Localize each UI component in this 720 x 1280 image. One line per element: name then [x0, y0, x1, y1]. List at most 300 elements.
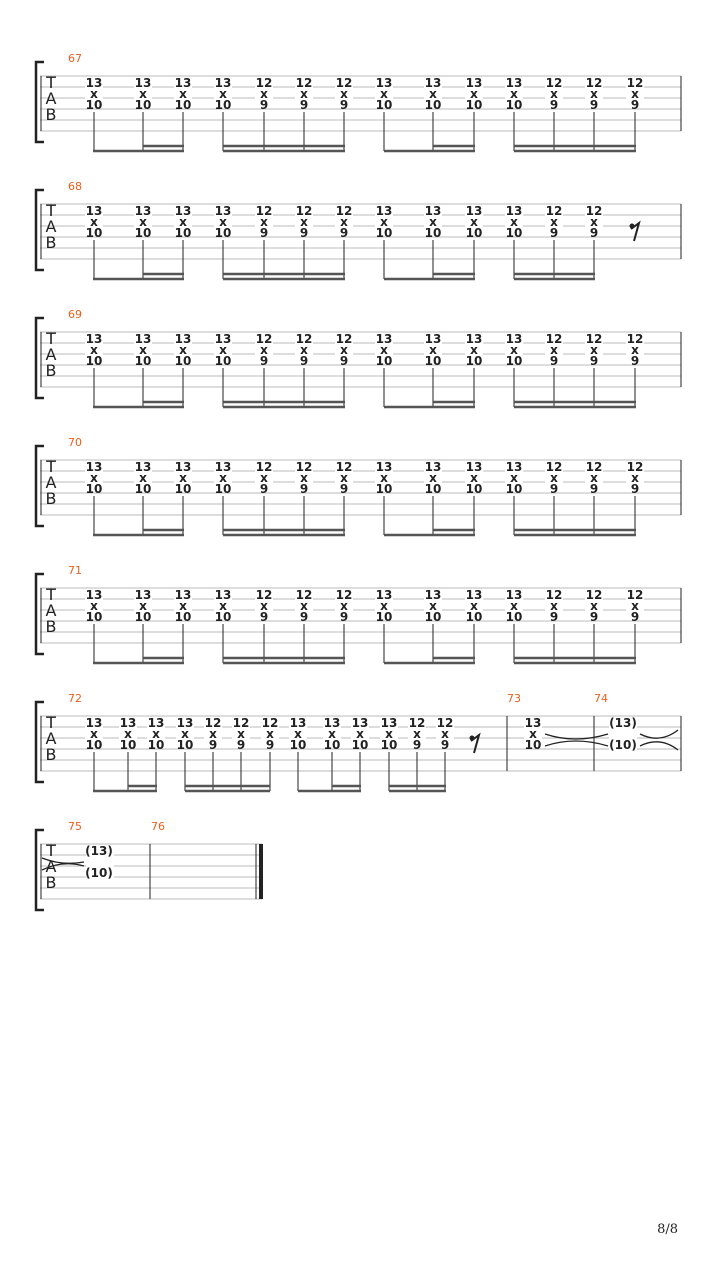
fret-number: 9: [236, 738, 246, 752]
fret-number: 10: [424, 226, 442, 240]
measure-number: 71: [68, 564, 82, 577]
dead-note-x: x: [470, 471, 478, 485]
system-bracket: [36, 446, 44, 526]
tab-clef-t: T: [46, 329, 56, 348]
fret-number: 13: [505, 588, 523, 602]
tab-clef-b: B: [45, 489, 57, 508]
dead-note-x: x: [90, 599, 98, 613]
tab-clef-a: A: [45, 473, 57, 492]
fret-number: 10: [505, 482, 523, 496]
dead-note-x: x: [219, 87, 227, 101]
fret-number: 10: [85, 98, 103, 112]
fret-number: 10: [174, 354, 192, 368]
dead-note-x: x: [340, 599, 348, 613]
fret-number: 13: [214, 76, 232, 90]
tab-chord: [174, 588, 192, 663]
fret-number: 9: [589, 226, 599, 240]
dead-note-x: x: [550, 215, 558, 229]
fret-number: 13: [351, 716, 369, 730]
fret-number: 9: [299, 354, 309, 368]
fret-number: 9: [549, 482, 559, 496]
fret-number: 12: [335, 204, 353, 218]
fret-number: 12: [545, 460, 563, 474]
tied-fret-number: (10): [85, 866, 113, 880]
fret-number: 10: [524, 738, 542, 752]
tab-chord: [375, 460, 393, 535]
fret-number: 9: [589, 610, 599, 624]
dead-note-x: x: [429, 599, 437, 613]
fret-number: 13: [424, 588, 442, 602]
dead-note-x: x: [631, 343, 639, 357]
fret-number: 12: [626, 588, 644, 602]
fret-number: 12: [295, 204, 313, 218]
fret-number: 10: [85, 610, 103, 624]
tab-chord: [545, 332, 563, 407]
dead-note-x: x: [470, 343, 478, 357]
fret-number: 10: [174, 482, 192, 496]
final-barline-thick: [259, 844, 263, 899]
dead-note-x: x: [260, 471, 268, 485]
tab-chord: [255, 332, 273, 407]
fret-number: 9: [265, 738, 275, 752]
fret-number: 10: [375, 226, 393, 240]
fret-number: 10: [424, 482, 442, 496]
rest-dot: [630, 224, 635, 229]
tab-chord: [465, 76, 483, 151]
tab-chord: [295, 204, 313, 279]
tab-chord: [465, 332, 483, 407]
fret-number: 10: [289, 738, 307, 752]
fret-number: 12: [204, 716, 222, 730]
fret-number: 10: [380, 738, 398, 752]
dead-note-x: x: [429, 343, 437, 357]
fret-number: 9: [339, 482, 349, 496]
fret-number: 9: [208, 738, 218, 752]
fret-number: 10: [174, 226, 192, 240]
measure-number: 75: [68, 820, 82, 833]
dead-note-x: x: [340, 215, 348, 229]
dead-note-x: x: [90, 215, 98, 229]
fret-number: 10: [147, 738, 165, 752]
fret-number: 12: [408, 716, 426, 730]
dead-note-x: x: [260, 87, 268, 101]
tab-chord: [375, 588, 393, 663]
fret-number: 9: [630, 98, 640, 112]
tab-clef-t: T: [46, 457, 56, 476]
tab-chord: [232, 716, 250, 791]
tab-chord: [626, 460, 644, 535]
tab-chord: [323, 716, 341, 791]
fret-number: 13: [505, 204, 523, 218]
fret-number: 12: [545, 332, 563, 346]
tab-chord: [351, 716, 369, 791]
fret-number: 13: [380, 716, 398, 730]
tab-clef-a: A: [45, 857, 57, 876]
tab-chord: [255, 76, 273, 151]
tab-clef-a: A: [45, 601, 57, 620]
fret-number: 13: [85, 204, 103, 218]
tab-chord: [295, 460, 313, 535]
fret-number: 12: [335, 588, 353, 602]
tab-chord: [176, 716, 194, 791]
dead-note-x: x: [550, 343, 558, 357]
tab-chord: [585, 460, 603, 535]
tab-chord: [408, 716, 426, 791]
fret-number: 13: [174, 76, 192, 90]
fret-number: 9: [589, 354, 599, 368]
fret-number: 9: [412, 738, 422, 752]
dead-note-x: x: [380, 87, 388, 101]
fret-number: 10: [465, 354, 483, 368]
tab-chord: [375, 332, 393, 407]
measure-number: 73: [507, 692, 521, 705]
page-number: 8/8: [657, 1222, 678, 1237]
dead-note-x: x: [356, 727, 364, 741]
tab-chord: [505, 588, 523, 663]
dead-note-x: x: [260, 343, 268, 357]
tab-chord: [424, 588, 442, 663]
dead-note-x: x: [631, 599, 639, 613]
dead-note-x: x: [90, 87, 98, 101]
tab-chord: [335, 204, 353, 279]
fret-number: 13: [323, 716, 341, 730]
tab-chord: [255, 588, 273, 663]
tab-chord: [147, 716, 165, 791]
tab-system: [36, 52, 681, 151]
dead-note-x: x: [340, 471, 348, 485]
system-bracket: [36, 190, 44, 270]
tab-chord: [134, 460, 152, 535]
fret-number: 9: [549, 610, 559, 624]
fret-number: 10: [505, 354, 523, 368]
tab-chord: [424, 76, 442, 151]
fret-number: 13: [174, 460, 192, 474]
dead-note-x: x: [260, 215, 268, 229]
tab-clef-b: B: [45, 617, 57, 636]
fret-number: 12: [626, 460, 644, 474]
dead-note-x: x: [550, 87, 558, 101]
fret-number: 13: [465, 76, 483, 90]
dead-note-x: x: [219, 215, 227, 229]
fret-number: 13: [424, 332, 442, 346]
fret-number: 12: [335, 332, 353, 346]
tab-chord: [585, 588, 603, 663]
fret-number: 13: [214, 588, 232, 602]
fret-number: 13: [375, 460, 393, 474]
fret-number: 13: [134, 588, 152, 602]
fret-number: 9: [299, 610, 309, 624]
tab-chord: [375, 204, 393, 279]
fret-number: 10: [214, 482, 232, 496]
dead-note-x: x: [510, 87, 518, 101]
fret-number: 10: [134, 98, 152, 112]
fret-number: 12: [335, 76, 353, 90]
dead-note-x: x: [179, 471, 187, 485]
dead-note-x: x: [550, 599, 558, 613]
fret-number: 12: [436, 716, 454, 730]
tab-system: [36, 692, 681, 791]
fret-number: 13: [174, 332, 192, 346]
tab-chord: [295, 588, 313, 663]
tab-chord: [255, 460, 273, 535]
fret-number: 13: [465, 204, 483, 218]
dead-note-x: x: [124, 727, 132, 741]
tab-chord: [524, 716, 542, 752]
tab-chord: [380, 716, 398, 791]
tie-arc: [640, 730, 678, 738]
dead-note-x: x: [550, 471, 558, 485]
fret-number: 12: [255, 204, 273, 218]
tab-system: [36, 564, 681, 663]
tab-clef-t: T: [46, 201, 56, 220]
fret-number: 10: [323, 738, 341, 752]
fret-number: 12: [585, 588, 603, 602]
fret-number: 13: [174, 588, 192, 602]
dead-note-x: x: [300, 599, 308, 613]
dead-note-x: x: [300, 471, 308, 485]
tab-chord: [174, 204, 192, 279]
tab-clef-a: A: [45, 89, 57, 108]
fret-number: 13: [134, 76, 152, 90]
fret-number: 12: [255, 332, 273, 346]
dead-note-x: x: [510, 343, 518, 357]
fret-number: 10: [375, 354, 393, 368]
dead-note-x: x: [90, 727, 98, 741]
dead-note-x: x: [179, 343, 187, 357]
tab-chord: [119, 716, 137, 791]
fret-number: 13: [375, 332, 393, 346]
fret-number: 10: [424, 610, 442, 624]
fret-number: 13: [134, 204, 152, 218]
fret-number: 9: [589, 482, 599, 496]
dead-note-x: x: [631, 471, 639, 485]
tab-chord: [295, 76, 313, 151]
fret-number: 10: [375, 482, 393, 496]
fret-number: 9: [259, 226, 269, 240]
fret-number: 13: [134, 332, 152, 346]
dead-note-x: x: [152, 727, 160, 741]
tab-chord: [335, 460, 353, 535]
dead-note-x: x: [90, 343, 98, 357]
dead-note-x: x: [139, 471, 147, 485]
tab-chord: [465, 588, 483, 663]
fret-number: 13: [465, 460, 483, 474]
fret-number: 12: [232, 716, 250, 730]
tab-chord: [204, 716, 222, 791]
fret-number: 13: [375, 204, 393, 218]
tab-chord: [134, 204, 152, 279]
tab-chord: [85, 460, 103, 535]
fret-number: 10: [465, 98, 483, 112]
fret-number: 9: [339, 610, 349, 624]
tab-chord: [626, 588, 644, 663]
fret-number: 10: [375, 610, 393, 624]
dead-note-x: x: [179, 599, 187, 613]
fret-number: 12: [255, 460, 273, 474]
fret-number: 12: [295, 588, 313, 602]
tab-chord: [214, 332, 232, 407]
tab-chord: [585, 332, 603, 407]
fret-number: 10: [214, 354, 232, 368]
fret-number: 10: [214, 226, 232, 240]
tab-system: [36, 436, 681, 535]
fret-number: 10: [505, 98, 523, 112]
dead-note-x: x: [328, 727, 336, 741]
fret-number: 10: [174, 610, 192, 624]
fret-number: 10: [85, 226, 103, 240]
tab-chord: [335, 332, 353, 407]
dead-note-x: x: [510, 215, 518, 229]
dead-note-x: x: [139, 215, 147, 229]
fret-number: 9: [259, 610, 269, 624]
fret-number: 12: [255, 588, 273, 602]
tab-clef-b: B: [45, 105, 57, 124]
rest-dot: [470, 736, 475, 741]
fret-number: 13: [505, 332, 523, 346]
tab-system: [36, 820, 263, 910]
tab-clef-b: B: [45, 361, 57, 380]
fret-number: 12: [545, 588, 563, 602]
tab-chord: [134, 588, 152, 663]
tab-chord: [335, 76, 353, 151]
dead-note-x: x: [380, 471, 388, 485]
tab-chord: [424, 204, 442, 279]
fret-number: 10: [134, 226, 152, 240]
tab-chord: [465, 204, 483, 279]
tab-chord: [585, 76, 603, 151]
fret-number: 10: [134, 482, 152, 496]
dead-note-x: x: [590, 471, 598, 485]
dead-note-x: x: [385, 727, 393, 741]
dead-note-x: x: [470, 215, 478, 229]
fret-number: 9: [299, 482, 309, 496]
fret-number: 10: [505, 610, 523, 624]
tab-chord: [85, 332, 103, 407]
fret-number: 10: [214, 98, 232, 112]
dead-note-x: x: [380, 215, 388, 229]
tab-clef-a: A: [45, 345, 57, 364]
dead-note-x: x: [179, 87, 187, 101]
fret-number: 10: [85, 482, 103, 496]
fret-number: 9: [549, 98, 559, 112]
tab-chord: [465, 460, 483, 535]
fret-number: 10: [174, 98, 192, 112]
tab-clef-t: T: [46, 73, 56, 92]
fret-number: 12: [295, 76, 313, 90]
tab-chord: [626, 332, 644, 407]
tab-chord: [545, 460, 563, 535]
fret-number: 12: [261, 716, 279, 730]
fret-number: 13: [505, 460, 523, 474]
measure-number: 68: [68, 180, 82, 193]
fret-number: 13: [147, 716, 165, 730]
fret-number: 12: [255, 76, 273, 90]
fret-number: 13: [85, 588, 103, 602]
fret-number: 9: [259, 354, 269, 368]
tab-chord: [375, 76, 393, 151]
tab-clef-b: B: [45, 745, 57, 764]
system-bracket: [36, 574, 44, 654]
fret-number: 12: [545, 76, 563, 90]
tab-chord: [134, 76, 152, 151]
fret-number: 12: [585, 332, 603, 346]
fret-number: 13: [214, 204, 232, 218]
dead-note-x: x: [139, 343, 147, 357]
tab-chord: [424, 460, 442, 535]
system-bracket: [36, 702, 44, 782]
measure-number: 69: [68, 308, 82, 321]
fret-number: 9: [630, 354, 640, 368]
fret-number: 13: [85, 716, 103, 730]
dead-note-x: x: [181, 727, 189, 741]
fret-number: 10: [424, 98, 442, 112]
dead-note-x: x: [219, 471, 227, 485]
fret-number: 12: [585, 460, 603, 474]
fret-number: 9: [259, 482, 269, 496]
tab-chord: [214, 76, 232, 151]
tab-chord: [214, 204, 232, 279]
fret-number: 12: [626, 76, 644, 90]
dead-note-x: x: [529, 727, 537, 741]
fret-number: 13: [214, 332, 232, 346]
fret-number: 10: [214, 610, 232, 624]
tab-system: [36, 180, 681, 279]
tab-clef-a: A: [45, 217, 57, 236]
fret-number: 9: [339, 354, 349, 368]
system-bracket: [36, 62, 44, 142]
dead-note-x: x: [300, 343, 308, 357]
dead-note-x: x: [266, 727, 274, 741]
dead-note-x: x: [380, 599, 388, 613]
fret-number: 9: [549, 226, 559, 240]
fret-number: 13: [505, 76, 523, 90]
fret-number: 10: [505, 226, 523, 240]
tab-chord: [174, 460, 192, 535]
fret-number: 13: [375, 76, 393, 90]
dead-note-x: x: [429, 87, 437, 101]
tab-chord: [295, 332, 313, 407]
dead-note-x: x: [300, 215, 308, 229]
measure-number: 72: [68, 692, 82, 705]
fret-number: 10: [465, 482, 483, 496]
fret-number: 10: [424, 354, 442, 368]
dead-note-x: x: [90, 471, 98, 485]
dead-note-x: x: [590, 343, 598, 357]
fret-number: 9: [299, 98, 309, 112]
fret-number: 13: [465, 588, 483, 602]
dead-note-x: x: [219, 343, 227, 357]
fret-number: 10: [85, 738, 103, 752]
tab-clef-t: T: [46, 585, 56, 604]
tab-chord: [85, 204, 103, 279]
tab-chord: [214, 460, 232, 535]
dead-note-x: x: [209, 727, 217, 741]
fret-number: 12: [335, 460, 353, 474]
fret-number: 13: [289, 716, 307, 730]
dead-note-x: x: [413, 727, 421, 741]
tab-system: [36, 308, 681, 407]
fret-number: 13: [424, 460, 442, 474]
dead-note-x: x: [429, 471, 437, 485]
tab-chord: [134, 332, 152, 407]
tab-clef-t: T: [46, 713, 56, 732]
tab-chord: [545, 588, 563, 663]
fret-number: 13: [85, 460, 103, 474]
fret-number: 9: [259, 98, 269, 112]
dead-note-x: x: [429, 215, 437, 229]
tab-chord: [214, 588, 232, 663]
fret-number: 10: [176, 738, 194, 752]
